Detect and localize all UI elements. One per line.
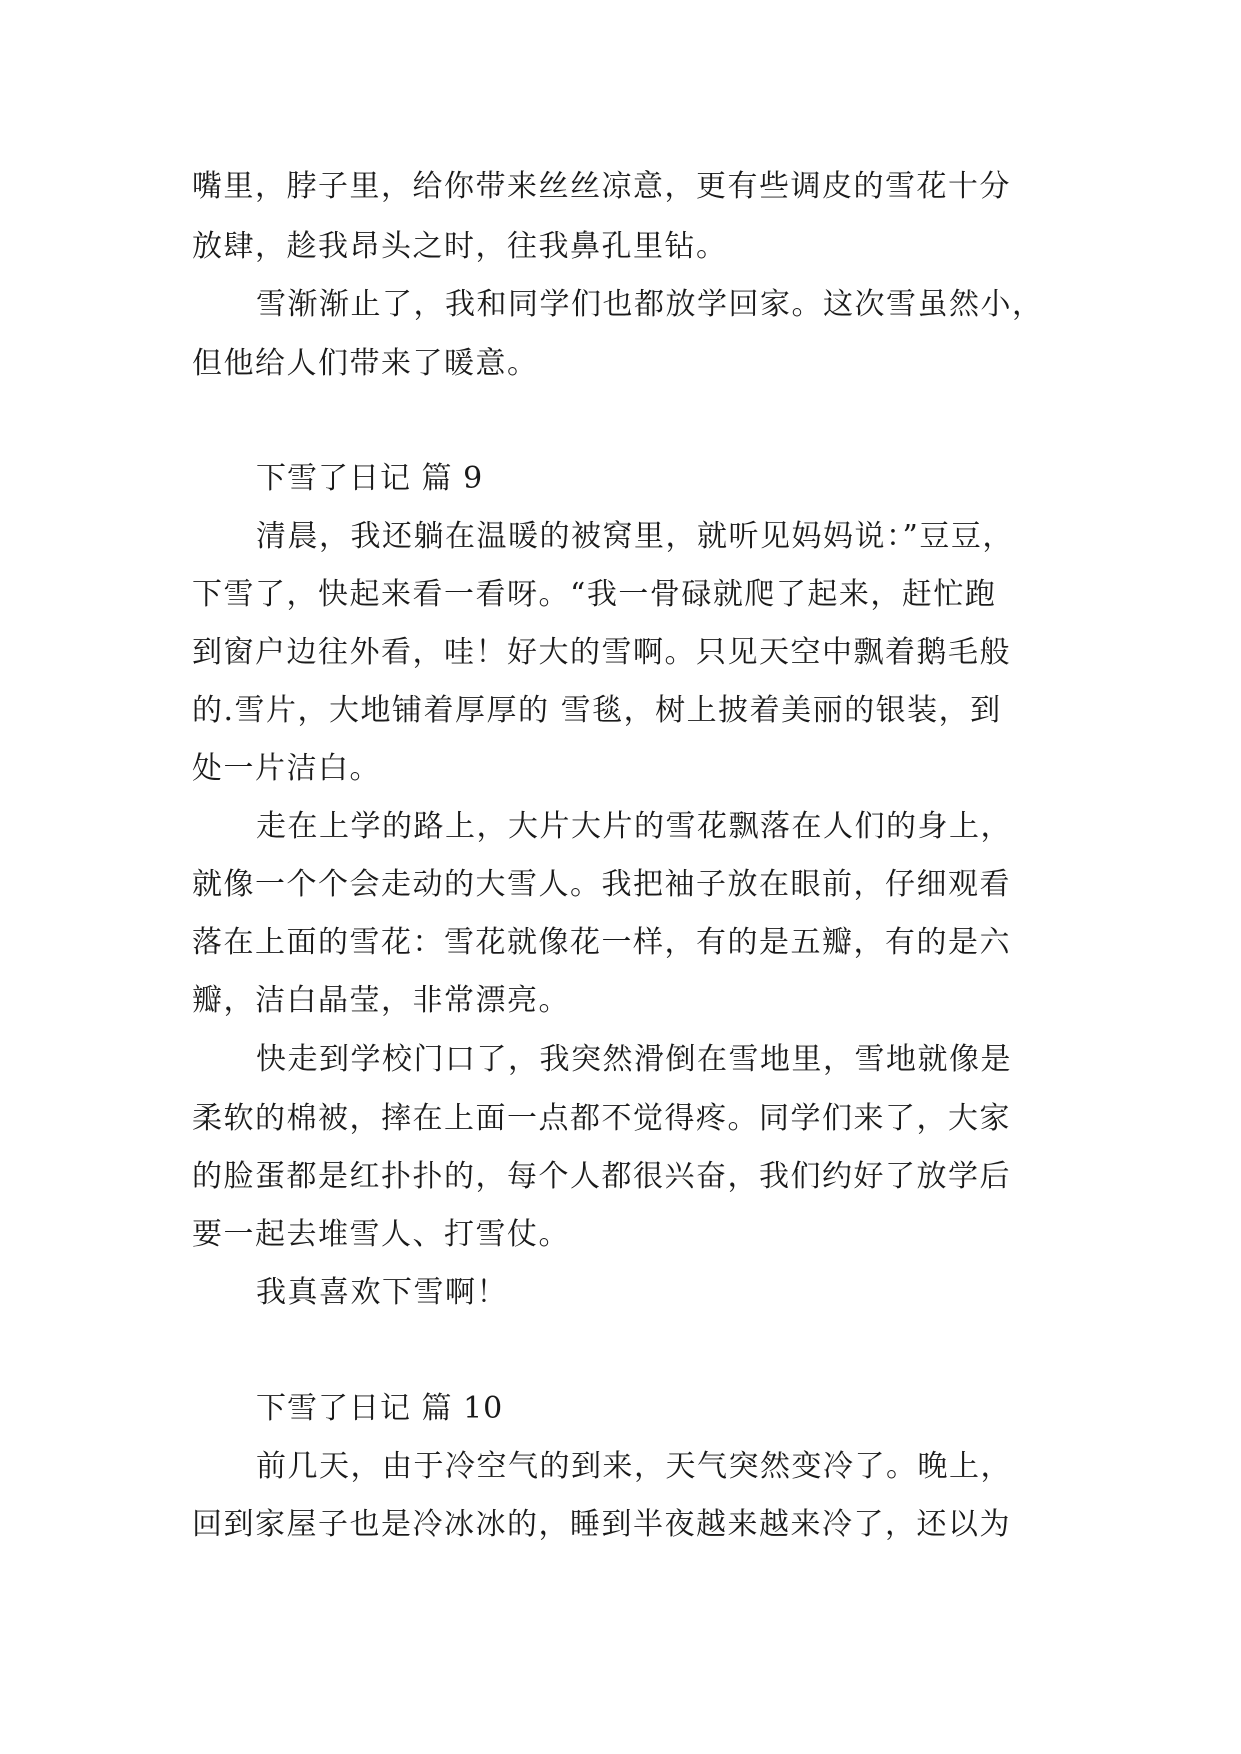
paragraph-line: 要一起去堆雪人、打雪仗。 xyxy=(192,1217,570,1252)
paragraph-line: 柔软的棉被，摔在上面一点都不觉得疼。同学们来了，大家 xyxy=(192,1101,1011,1136)
section-heading-9: 下雪了日记 篇 9 xyxy=(256,461,484,496)
paragraph-line: 回到家屋子也是冷冰冰的，睡到半夜越来越来冷了，还以为 xyxy=(192,1507,1011,1542)
paragraph-line: 快走到学校门口了，我突然滑倒在雪地里，雪地就像是 xyxy=(256,1042,1012,1077)
paragraph-line: 清晨，我还躺在温暖的被窝里，就听见妈妈说：”豆豆， xyxy=(256,519,1014,554)
paragraph-line: 前几天，由于冷空气的到来，天气突然变冷了。晚上， xyxy=(256,1449,1012,1484)
paragraph-line: 放肆，趁我昂头之时，往我鼻孔里钻。 xyxy=(192,229,728,264)
paragraph-line: 走在上学的路上，大片大片的雪花飘落在人们的身上， xyxy=(256,809,1012,844)
paragraph-line: 到窗户边往外看，哇！好大的雪啊。只见天空中飘着鹅毛般 xyxy=(192,635,1011,670)
paragraph-line: 的.雪片，大地铺着厚厚的 雪毯，树上披着美丽的银装，到 xyxy=(192,693,1002,728)
paragraph-line: 就像一个个会走动的大雪人。我把袖子放在眼前，仔细观看 xyxy=(192,867,1011,902)
paragraph-line: 嘴里，脖子里，给你带来丝丝凉意，更有些调皮的雪花十分 xyxy=(192,169,1011,204)
paragraph-line: 落在上面的雪花：雪花就像花一样，有的是五瓣，有的是六 xyxy=(192,925,1011,960)
paragraph-line: 下雪了，快起来看一看呀。“我一骨碌就爬了起来，赶忙跑 xyxy=(192,577,997,612)
paragraph-line: 处一片洁白。 xyxy=(192,751,381,786)
paragraph-line: 雪渐渐止了，我和同学们也都放学回家。这次雪虽然小， xyxy=(256,287,1044,322)
section-heading-10: 下雪了日记 篇 10 xyxy=(256,1391,504,1426)
paragraph-line: 瓣，洁白晶莹，非常漂亮。 xyxy=(192,983,570,1018)
paragraph-line: 的脸蛋都是红扑扑的，每个人都很兴奋，我们约好了放学后 xyxy=(192,1159,1011,1194)
paragraph-line: 但他给人们带来了暖意。 xyxy=(192,346,539,381)
paragraph-line: 我真喜欢下雪啊！ xyxy=(256,1275,508,1310)
